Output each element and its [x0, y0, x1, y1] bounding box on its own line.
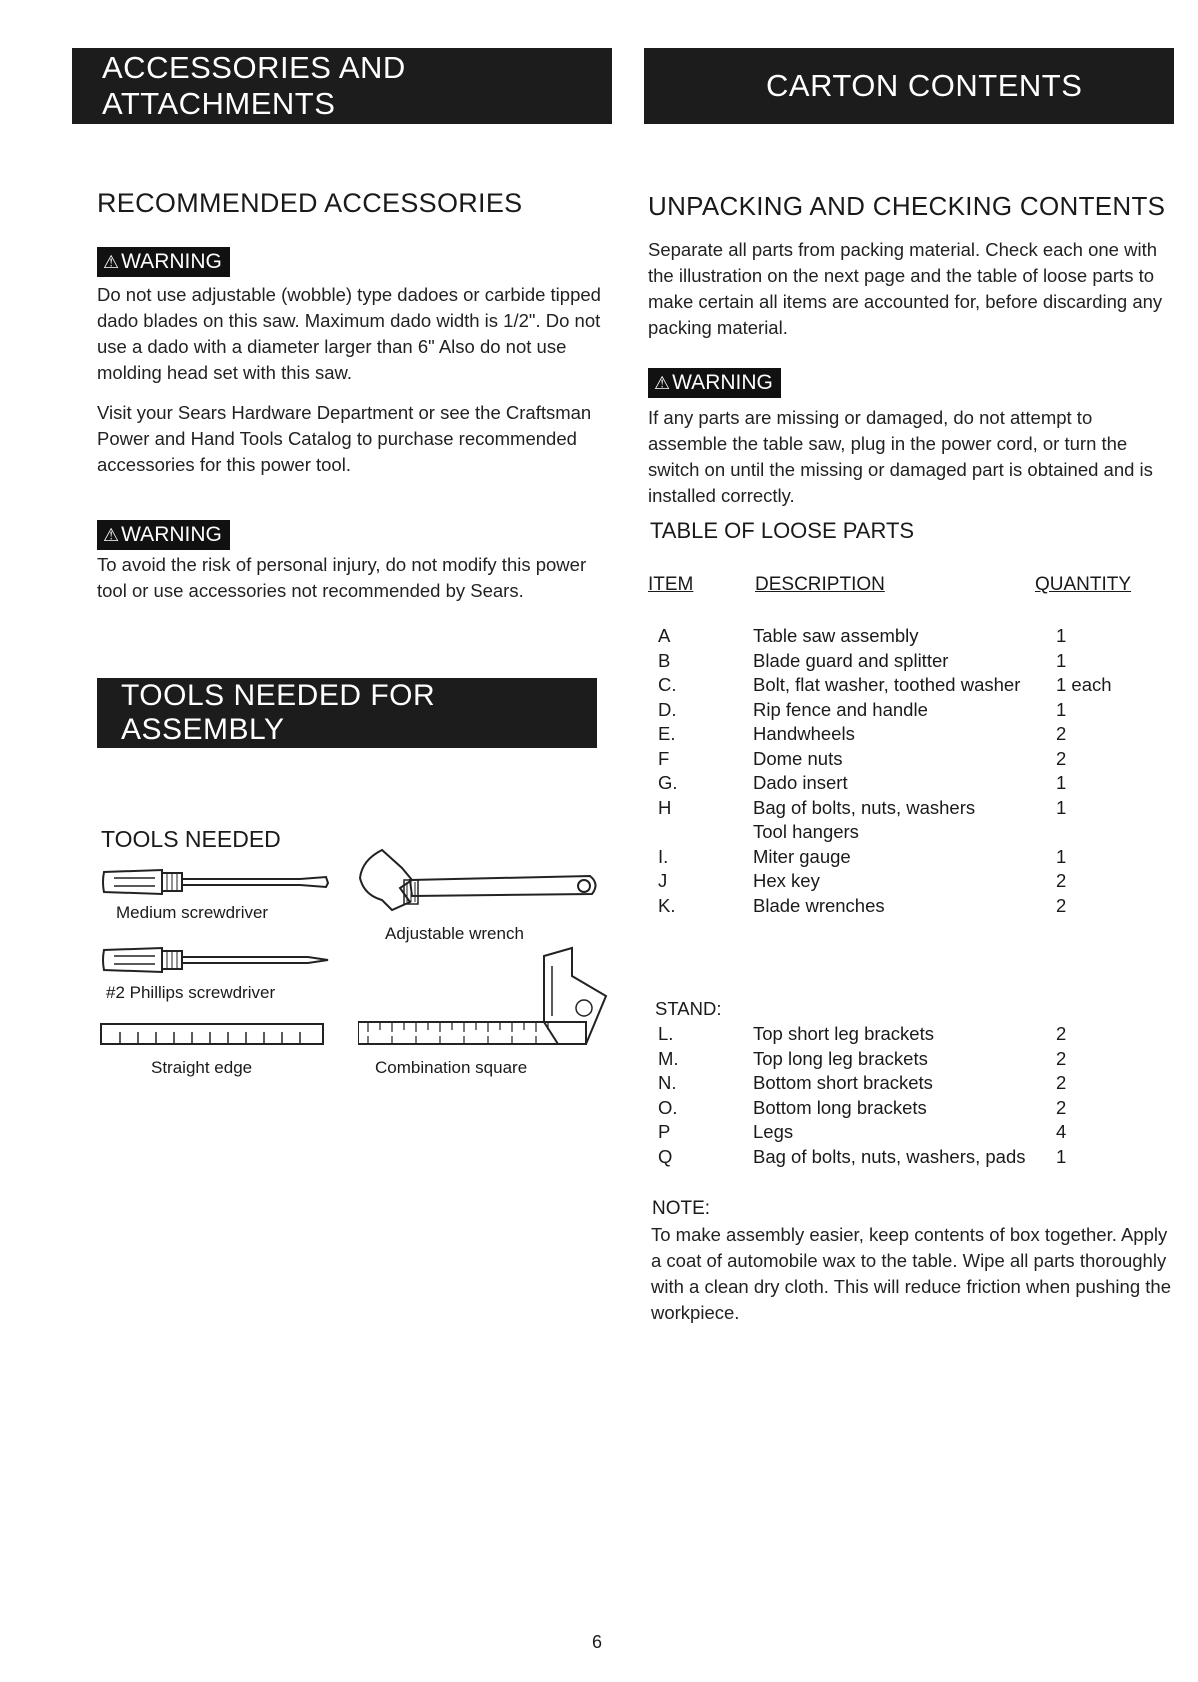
- unpacking-heading: UNPACKING AND CHECKING CONTENTS: [648, 191, 1166, 221]
- warning-badge-1-label: WARNING: [121, 250, 222, 273]
- adjustable-wrench-caption: Adjustable wrench: [385, 924, 524, 943]
- combination-square-icon: [358, 946, 610, 1050]
- banner-tools-needed: [97, 678, 597, 748]
- warning-triangle-icon: ⚠: [103, 252, 120, 272]
- warning-2-text: [97, 552, 607, 618]
- stand-label: STAND:: [655, 998, 722, 1019]
- medium-screwdriver-caption: Medium screwdriver: [116, 903, 269, 922]
- warning-badge-3-label: WARNING: [672, 371, 773, 394]
- banner-accessories: [72, 48, 612, 124]
- banner-carton-contents: [644, 48, 1174, 124]
- stand-parts-table: L. Top short leg brackets 2 M. Top long leg brackets 2 N. Bottom short brackets 2 O. Bottom long brackets 2 P Legs 4 Q Bag of bolts, nuts, washers, pads 1: [658, 1023, 1067, 1167]
- warning-triangle-icon: ⚠: [103, 525, 120, 545]
- unpacking-intro-text: Separate all parts from packing material. Check each one with the illustration on the next page and the table of loose parts to make certain all items are accounted for, before discarding any packing material.: [648, 239, 1163, 338]
- unpacking-warning-text: [648, 405, 1163, 523]
- medium-screwdriver-icon: [100, 862, 332, 902]
- banner-tools-text: TOOLS NEEDED FOR ASSEMBLY: [121, 679, 436, 746]
- note-text-para: To make assembly easier, keep contents of box together. Apply a coat of automobile wax to the table. Wipe all parts thoroughly with a clean dry cloth. This will reduce friction when pushing the workpiece.: [651, 1224, 1171, 1323]
- unpacking-warning-para: If any parts are missing or damaged, do not attempt to assemble the table saw, plug in the power cord, or turn the switch on until the missing or damaged part is obtained and is installed correctly.: [648, 407, 1153, 506]
- phillips-screwdriver-caption: #2 Phillips screwdriver: [106, 983, 276, 1002]
- combination-square-caption: Combination square: [375, 1058, 528, 1077]
- adjustable-wrench-icon: [352, 840, 602, 930]
- column-quantity: QUANTITY: [1035, 574, 1132, 595]
- warning-1-para-1: Do not use adjustable (wobble) type dadoes or carbide tipped dado blades on this saw. Maximum dado width is 1/2". Do not use a dado with a diameter larger than 6" Also do not use molding head set with this saw.: [97, 284, 601, 383]
- tools-needed-heading: TOOLS NEEDED: [101, 826, 281, 852]
- column-description: DESCRIPTION: [755, 574, 885, 595]
- note-text: [651, 1222, 1181, 1340]
- warning-badge-2-label: WARNING: [121, 523, 222, 546]
- loose-parts-table: A Table saw assembly 1 B Blade guard and splitter 1 C. Bolt, flat washer, toothed washer 1 each D. Rip fence and handle 1 E. Handwheels 2 F Dome nuts 2 G. Dado insert 1 H Bag of bolts, nuts, washers 1 Tool hangers I. Miter gauge 1 J Hex key 2 K. Blade wrenches 2: [658, 625, 1112, 916]
- warning-badge-1: [97, 247, 230, 277]
- page-number: 6: [592, 1632, 603, 1652]
- warning-2-para: To avoid the risk of personal injury, do not modify this power tool or use accessories not recommended by Sears.: [97, 554, 587, 601]
- table-of-loose-parts-heading: TABLE OF LOOSE PARTS: [650, 518, 915, 543]
- warning-1-text: [97, 282, 612, 492]
- warning-1-para-2: Visit your Sears Hardware Department or see the Craftsman Power and Hand Tools Catalog to purchase recommended accessories for this power tool.: [97, 402, 592, 475]
- banner-carton-text: CARTON CONTENTS: [766, 68, 1083, 103]
- recommended-accessories-heading: RECOMMENDED ACCESSORIES: [97, 188, 523, 218]
- warning-badge-3: [648, 368, 781, 398]
- warning-triangle-icon: ⚠: [654, 373, 671, 393]
- straight-edge-icon: [100, 1022, 326, 1048]
- unpacking-intro: [648, 237, 1173, 355]
- column-item: ITEM: [648, 574, 694, 595]
- warning-badge-2: [97, 520, 230, 550]
- phillips-screwdriver-icon: [100, 940, 332, 980]
- banner-accessories-text: ACCESSORIES AND ATTACHMENTS: [102, 50, 406, 121]
- straight-edge-caption: Straight edge: [151, 1058, 253, 1077]
- note-label: NOTE:: [652, 1198, 711, 1219]
